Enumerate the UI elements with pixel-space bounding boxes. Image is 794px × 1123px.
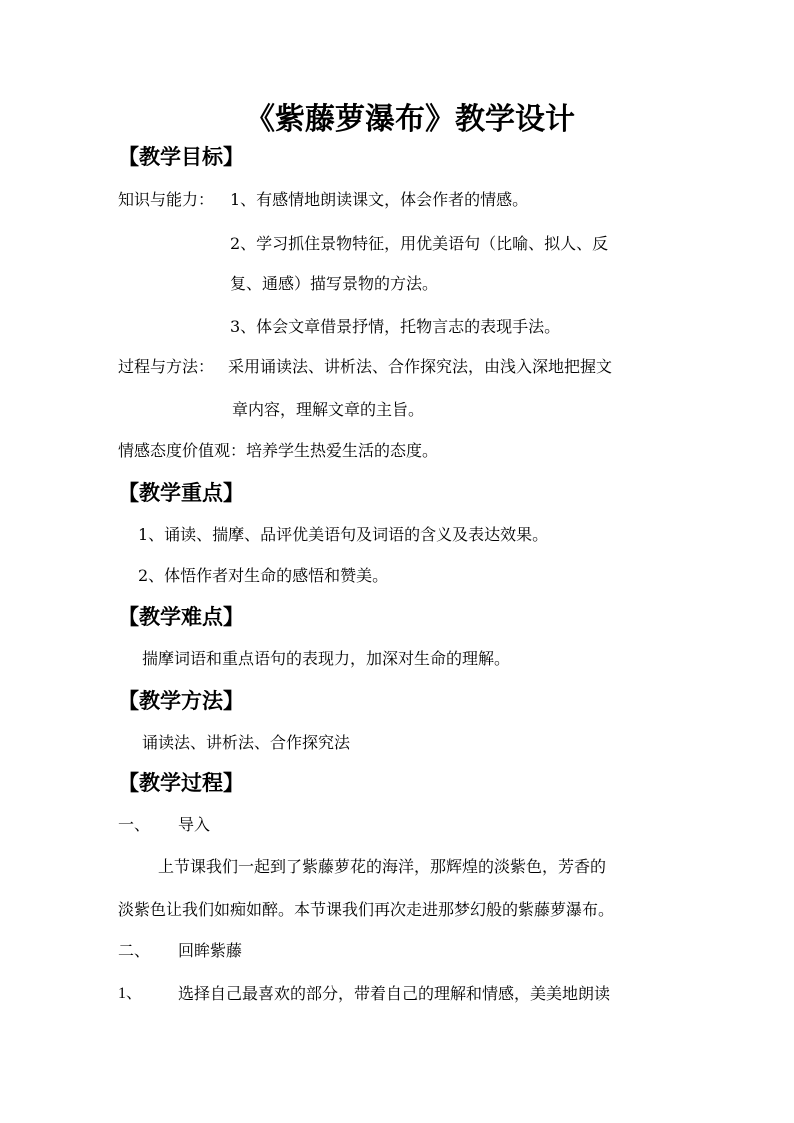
goal-process-label: 过程与方法：	[118, 357, 215, 376]
heading-teaching-process: 【教学过程】	[118, 770, 244, 795]
goal-knowledge-item-3: 3、体会文章借景抒情，托物言志的表现手法。	[230, 317, 561, 336]
heading-difficulties: 【教学难点】	[118, 604, 244, 629]
goal-knowledge-item-2-line-2: 复、通感）描写景物的方法。	[230, 274, 439, 293]
document-title: 《紫藤萝瀑布》教学设计	[245, 102, 575, 137]
goal-knowledge-item-2-line-1: 2、学习抓住景物特征，用优美语句（比喻、拟人、反	[230, 234, 609, 253]
goal-knowledge-item-1: 1、有感情地朗读课文，体会作者的情感。	[230, 190, 529, 209]
step-1-number: 1、	[118, 985, 143, 1002]
heading-key-points: 【教学重点】	[118, 480, 244, 505]
heading-teaching-goals: 【教学目标】	[118, 144, 244, 169]
key-point-1: 1、诵读、揣摩、品评优美语句及词语的含义及表达效果。	[138, 525, 549, 544]
section-2-title: 回眸紫藤	[178, 941, 243, 960]
step-1-text: 选择自己最喜欢的部分，带着自己的理解和情感，美美地朗读	[178, 984, 611, 1003]
goal-knowledge-label: 知识与能力：	[118, 190, 215, 209]
methods-text: 诵读法、讲析法、合作探究法	[142, 733, 351, 752]
difficulty-text: 揣摩词语和重点语句的表现力，加深对生命的理解。	[142, 649, 511, 668]
section-1-number: 一、	[118, 815, 151, 834]
heading-methods: 【教学方法】	[118, 688, 244, 713]
goal-process-line-2: 章内容，理解文章的主旨。	[232, 400, 425, 419]
key-point-2: 2、体悟作者对生命的感悟和赞美。	[138, 566, 389, 585]
intro-line-2: 淡紫色让我们如痴如醉。本节课我们再次走进那梦幻般的紫藤萝瀑布。	[118, 900, 615, 919]
section-2-number: 二、	[118, 941, 151, 960]
goal-process-line-1: 采用诵读法、讲析法、合作探究法，由浅入深地把握文	[228, 357, 613, 376]
goal-emotion: 情感态度价值观：培养学生热爱生活的态度。	[118, 441, 439, 460]
intro-line-1: 上节课我们一起到了紫藤萝花的海洋，那辉煌的淡紫色，芳香的	[158, 857, 607, 876]
section-1-title: 导入	[178, 815, 211, 834]
